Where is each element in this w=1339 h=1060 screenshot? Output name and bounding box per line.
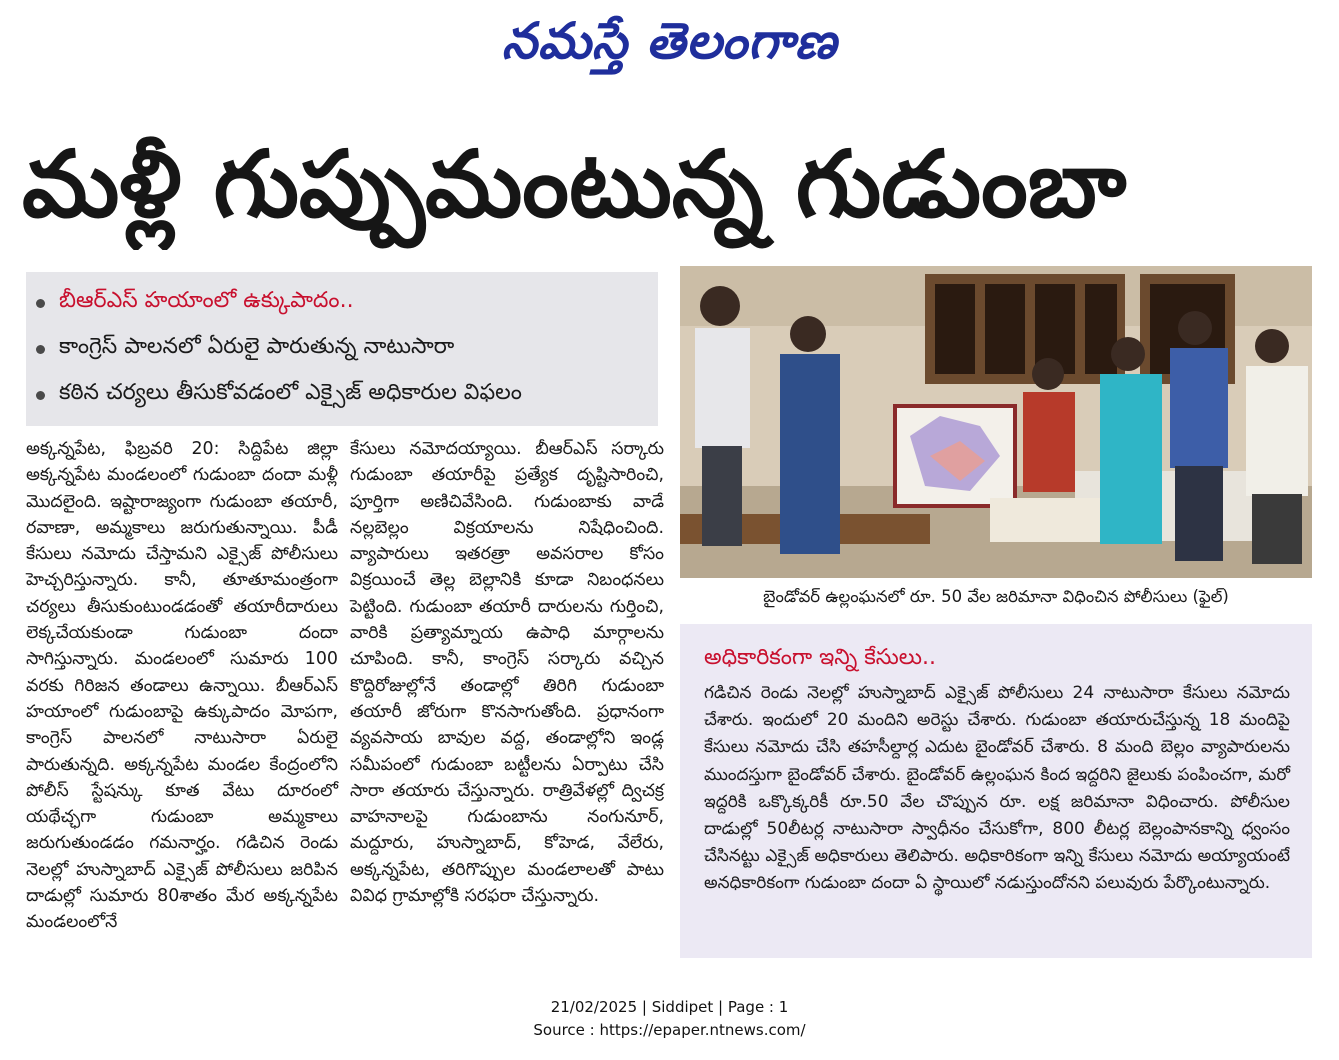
bullet-dot-icon bbox=[36, 299, 45, 308]
photo-caption: బైండోవర్ ఉల్లంఘనలో రూ. 50 వేల జరిమానా విధించిన పోలీసులు (ఫైల్) bbox=[763, 587, 1229, 606]
page-footer bbox=[0, 996, 1339, 1042]
article-headline: మళ్లీ గుప్పుమంటున్న గుడుంబా bbox=[22, 131, 1127, 238]
subheadline-bullets bbox=[26, 272, 658, 426]
footer-source: Source : https://epaper.ntnews.com/ bbox=[533, 1021, 806, 1039]
news-photo-illustration bbox=[680, 266, 1312, 578]
article-text-column-1: అక్కన్నపేట, ఫిబ్రవరి 20: సిద్దిపేట జిల్లా అక్కన్నపేట మండలంలో గుడుంబా దందా మళ్లీ మొదలైంది. ఇష్టారాజ్యంగా గుడుంబా తయారీ, రవాణా, అమ్మకాలు జరుగుతున్నాయి. పీడీ కేసులు నమోదు చేస్తామని ఎక్సైజ్ పోలీసులు హెచ్చరిస్తున్నారు. కానీ, తూతూమంత్రంగా చర్యలు తీసుకుంటుండడంతో తయారీదారులు లెక్కచేయకుండా గుడుంబా దందా సాగిస్తున్నారు. మండలంలో సుమారు 100 వరకు గిరిజన తండాలు ఉన్నాయి. బీఆర్ఎస్ హయాంలో గుడుంబాపై ఉక్కుపాదం మోపగా, కాంగ్రెస్ పాలనలో నాటుసారా ఏరులై పారుతున్నది. అక్కన్నపేట మండల కేంద్రంలోని పోలీస్ స్టేషన్కు కూత వేటు దూరంలో యథేచ్ఛగా గుడుంబా అమ్మకాలు జరుగుతుండడం గమనార్హం. గడిచిన రెండు నెలల్లో హుస్నాబాద్ ఎక్సైజ్ పోలీసులు జరిపిన దాడుల్లో సుమారు 80శాతం మేర అక్కన్నపేట మండలంలోనే bbox=[26, 439, 338, 933]
article-column-1 bbox=[26, 436, 338, 936]
bullet-item bbox=[36, 280, 648, 326]
bullet-text: బీఆర్ఎస్ హయాంలో ఉక్కుపాదం.. bbox=[59, 288, 354, 313]
newspaper-logo: నమస్తే తెలంగాణ bbox=[501, 11, 838, 70]
bullet-text: కాంగ్రెస్ పాలనలో ఏరులై పారుతున్న నాటుసారా bbox=[59, 334, 455, 359]
bullet-item bbox=[36, 372, 648, 418]
bullet-item bbox=[36, 326, 648, 372]
article-column-2 bbox=[350, 436, 664, 909]
sidebar-title: అధికారికంగా ఇన్ని కేసులు.. bbox=[704, 645, 936, 670]
bullet-dot-icon bbox=[36, 345, 45, 354]
news-photo bbox=[680, 266, 1312, 578]
footer-date-edition: 21/02/2025 | Siddipet | Page : 1 bbox=[550, 998, 789, 1016]
bullet-text: కఠిన చర్యలు తీసుకోవడంలో ఎక్సైజ్ అధికారుల విఫలం bbox=[59, 380, 522, 405]
sidebar-box bbox=[680, 624, 1312, 958]
bullet-dot-icon bbox=[36, 391, 45, 400]
newspaper-masthead bbox=[0, 6, 1339, 76]
article-text-column-2: కేసులు నమోదయ్యాయి. బీఆర్ఎస్ సర్కారు గుడుంబా తయారీపై ప్రత్యేక దృష్టిసారించి, పూర్తిగా అణిచివేసింది. గుడుంబాకు వాడే నల్లబెల్లం విక్రయాలను నిషేధించింది. వ్యాపారులు ఇతరత్రా అవసరాల కోసం విక్రయించే తెల్ల బెల్లానికి కూడా నిబంధనలు పెట్టింది. గుడుంబా తయారీ దారులను గుర్తించి, వారికి ప్రత్యామ్నాయ ఉపాధి మార్గాలను చూపింది. కానీ, కాంగ్రెస్ సర్కారు వచ్చిన కొద్దిరోజుల్లోనే తండాల్లో తిరిగి గుడుంబా తయారీ జోరుగా కొనసాగుతోంది. ప్రధానంగా వ్యవసాయ బావుల వద్ద, తండాల్లోని ఇండ్ల సమీపంలో గుడుంబా బట్టీలను ఏర్పాటు చేసి సారా తయారు చేస్తున్నారు. రాత్రివేళల్లో ద్విచక్ర వాహనాలపై గుడుంబాను నంగునూర్, మద్దూరు, హుస్నాబాద్, కోహెడ, వేలేరు, అక్కన్నపేట, తరిగొప్పుల మండలాలతో పాటు వివిధ గ్రామాల్లోకి సరఫరా చేస్తున్నారు. bbox=[350, 439, 664, 907]
sidebar-body: గడిచిన రెండు నెలల్లో హుస్నాబాద్ ఎక్సైజ్ పోలీసులు 24 నాటుసారా కేసులు నమోదు చేశారు. ఇందులో 20 మందిని అరెస్టు చేశారు. గుడుంబా తయారుచేస్తున్న 18 మందిపై కేసులు నమోదు చేసి తహసీల్దార్ల ఎదుట బైండోవర్ చేశారు. 8 మంది బెల్లం వ్యాపారులను ముందస్తుగా బైండోవర్ చేశారు. బైండోవర్ ఉల్లంఘన కింద ఇద్దరిని జైలుకు పంపించగా, మరో ఇద్దరికి ఒక్కొక్కరికీ రూ.50 వేల చొప్పున రూ. లక్ష జరిమానా విధించారు. పోలీసుల దాడుల్లో 50లీటర్ల నాటుసారా స్వాధీనం చేసుకోగా, 800 లీటర్ల బెల్లంపానకాన్ని ధ్వంసం చేసినట్టు ఎక్సైజ్ అధికారులు తెలిపారు. అధికారికంగా ఇన్ని కేసులు నమోదు అయ్యాయంటే అనధికారికంగా గుడుంబా దందా ఏ స్థాయిలో నడుస్తుందోనని పలువురు పేర్కొంటున్నారు. bbox=[704, 683, 1290, 894]
